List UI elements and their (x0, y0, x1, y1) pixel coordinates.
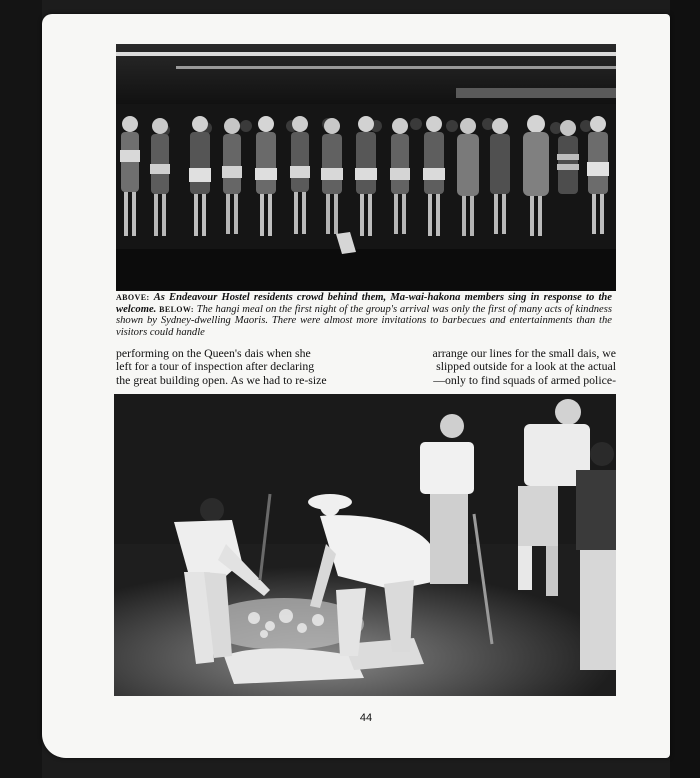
body-line (116, 374, 616, 387)
body-line-right: —only to find squads of armed police- (433, 372, 616, 387)
caption-below-text: The hangi meal on the first night of the group's arrival was only the first of many acts of kindness shown by Sydney-dwelling Maoris. There were almost more invitations to barbecues and entertainments than the visitors could handle (116, 303, 612, 338)
body-line-left: the great building open. As we had to re-size (116, 372, 327, 387)
body-line-right: arrange our lines for the small dais, we (432, 346, 616, 360)
caption-above-label: ABOVE: (116, 293, 150, 302)
caption-above-text: As Endeavour Hostel residents crowd behind them, Ma-wai-hakona members sing in response to the welcome. (116, 292, 612, 315)
body-line (116, 360, 616, 373)
scan-edge-right (670, 0, 700, 778)
book-page (42, 14, 670, 758)
choir-photo (116, 44, 616, 291)
photo-caption (116, 292, 612, 338)
page-number: 44 (359, 712, 373, 724)
hangi-photo-image (114, 394, 616, 696)
body-line (116, 347, 616, 360)
choir-photo-image (116, 44, 616, 291)
caption-below-label: BELOW: (159, 304, 194, 314)
hangi-photo (114, 394, 616, 696)
figure-right-c (576, 442, 616, 670)
body-text (116, 347, 616, 387)
scan-edge-left (0, 0, 42, 778)
body-line-left: performing on the Queen's dais when she (116, 346, 311, 360)
body-line-left: left for a tour of inspection after declaring (116, 359, 315, 374)
body-line-right: slipped outside for a look at the actual (436, 359, 616, 374)
